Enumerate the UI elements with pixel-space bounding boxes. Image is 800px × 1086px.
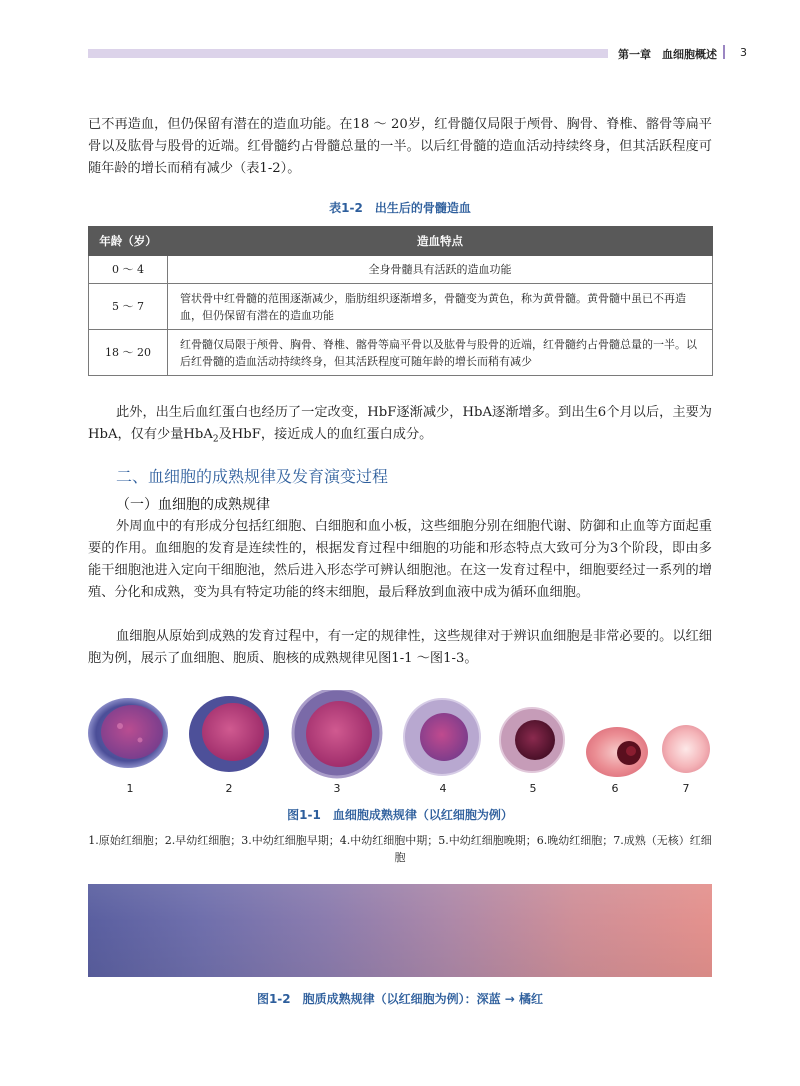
figure-2-caption: 图1-2 胞质成熟规律（以红细胞为例）：深蓝 → 橘红 [256, 992, 544, 1006]
cell-6-orthochromatic [586, 727, 648, 777]
erythrocyte-maturation-figure [80, 690, 720, 790]
header-separator [723, 45, 725, 59]
header-chapter-title: 第一章 血细胞概述 [618, 48, 717, 61]
page-number: 3 [740, 46, 747, 59]
paragraph-3: 外周血中的有形成分包括红细胞、白细胞和血小板，这些细胞分别在细胞代谢、防御和止血等方面起重要的作用。血细胞的发育是连续性的，根据发育过程中细胞的功能和形态特点大致可分为3个阶段，即由多能干细胞池进入定向干细胞池，然后进入形态学可辨认细胞池。在这一发育过程中，细胞要经过一系列的增殖、分化和成熟，变为具有特定功能的终末细胞，最后释放到血液中成为循环血细胞。 [88, 519, 712, 600]
cell-5-late-polychromatic [500, 708, 564, 772]
cell-1-proerythroblast [88, 698, 168, 768]
cell-number: 7 [682, 782, 690, 795]
cell-number: 2 [225, 782, 233, 795]
cell-3-early-polychromatic [293, 690, 381, 777]
header-bar [88, 49, 608, 58]
cell-number: 1 [126, 782, 134, 795]
paragraph-1: 已不再造血，但仍保留有潜在的造血功能。在18 ～ 20岁，红骨髓仅局限于颅骨、胸骨、脊椎、髂骨等扁平骨以及肱骨与股骨的近端。红骨髓约占骨髓总量的一半。以后红骨髓的造血活动持续终身，但其活跃程度可随年龄的增长而稍有减少（表1-2）。 [88, 117, 712, 176]
table-caption: 表1-2 出生后的骨髓造血 [329, 201, 471, 215]
section-heading: 二、血细胞的成熟规律及发育演变过程 [116, 467, 389, 486]
paragraph-2-text-end: 及HbF，接近成人的血红蛋白成分。 [218, 427, 433, 442]
cell-4-mid-polychromatic [404, 699, 480, 775]
table-row [89, 256, 713, 284]
figure-1-note: 1.原始红细胞；2.早幼红细胞；3.中幼红细胞早期；4.中幼红细胞中期；5.中幼红细胞晚期；6.晚幼红细胞；7.成熟（无核）红细胞 [88, 834, 712, 864]
bone-marrow-table [88, 226, 713, 376]
table-row [89, 284, 713, 330]
table-header-row [89, 227, 713, 256]
subscript: 2 [212, 434, 219, 445]
subsection-heading: （一）血细胞的成熟规律 [116, 497, 270, 513]
cell-number: 6 [611, 782, 619, 795]
table-cell-feature: 红骨髓仅局限于颅骨、胸骨、脊椎、髂骨等扁平骨以及肱骨与股骨的近端，红骨髓约占骨髓总量的一半。以后红骨髓的造血活动持续终身，但其活跃程度可随年龄的增长而稍有减少 [168, 330, 713, 376]
table-cell-age: 5 ～ 7 [89, 284, 168, 330]
table-cell-feature: 管状骨中红骨髓的范围逐渐减少，脂肪组织逐渐增多，骨髓变为黄色，称为黄骨髓。黄骨髓中虽已不再造血，但仍保留有潜在的造血功能 [168, 284, 713, 330]
cell-7-mature-erythrocyte [662, 725, 710, 773]
table-cell-age: 18 ～ 20 [89, 330, 168, 376]
table-cell-age: 0 ～ 4 [89, 256, 168, 284]
paragraph-2 [88, 402, 712, 451]
figure-1-caption: 图1-1 血细胞成熟规律（以红细胞为例） [287, 808, 513, 822]
table-cell-feature: 全身骨髓具有活跃的造血功能 [168, 256, 713, 284]
cell-2-basophilic-erythroblast [189, 696, 269, 772]
cell-number: 5 [529, 782, 537, 795]
paragraph-2-text: 此外，出生后血红蛋白也经历了一定改变，HbF逐渐减少，HbA逐渐增多。到出生6个月以后，主要为HbA，仅有少量HbA [88, 405, 712, 442]
table-header-age: 年龄（岁） [89, 227, 168, 256]
table-header-feature: 造血特点 [168, 227, 713, 256]
cell-number: 4 [439, 782, 447, 795]
cytoplasm-maturation-gradient [88, 884, 712, 977]
table-row [89, 330, 713, 376]
cell-number: 3 [333, 782, 341, 795]
paragraph-4: 血细胞从原始到成熟的发育过程中，有一定的规律性，这些规律对于辨识血细胞是非常必要的。以红细胞为例，展示了血细胞、胞质、胞核的成熟规律见图1-1 ～图1-3。 [88, 629, 712, 666]
